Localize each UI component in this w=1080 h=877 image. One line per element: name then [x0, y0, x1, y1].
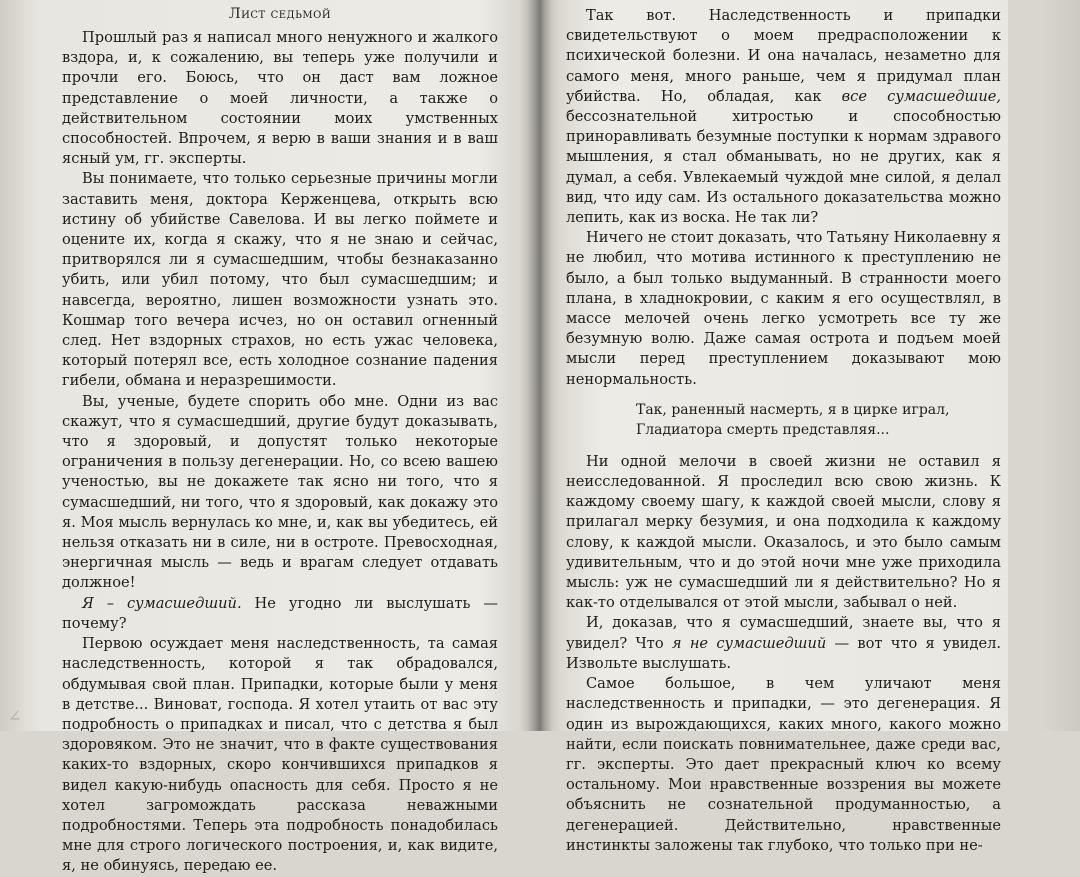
paragraph: [566, 613, 1001, 674]
paragraph: Ни одной мелочи в своей жизни не оставил я неисследованной. Я проследил всю свою жизнь. К каждому своему шагу, к каждой своей мысли, слову я прилагал мерку безумия, и она подходила к каждому слову, к каждой мысли. Оказалось, и это было самым удивительным, что и до этой ночи мне уже приходила мысль: уж не сумасшедший ли я действительно? Но я как-то отделывался от этой мысли, забывал о ней.: [566, 452, 1001, 612]
book-gutter: [520, 0, 560, 731]
paragraph: Вы, ученые, будете спорить обо мне. Одни из вас скажут, что я сумасшедший, другие будут доказывать, что я здоровый, и допустят только некоторые ограничения в пользу дегенерации. Но, со всею вашею ученостью, вы не докажете так ясно ни того, что я сумасшедший, ни того, что я здоровый, как докажу это я. Моя мысль вернулась ко мне, и, как вы убедитесь, ей нельзя отказать ни в силе, ни в остроте. Превосходная, энергичная мысль — ведь и врагам следует отдавать должное!: [62, 392, 498, 592]
right-page: [566, 6, 1002, 854]
paragraph: Самое большое, в чем уличают меня наследственность и припадки, — это дегенерация. Я один из вырождающихся, каких много, какого можно найти, если поискать повнимательнее, даже среди вас, гг. эксперты. Это дает прекрасный ключ ко всему остальному. Мои нравственные воззрения вы можете объяснить не сознательной продуманностью, а дегенерацией. Действительно, нравственные инстинкты заложены так глубоко, что только при не-: [566, 675, 1001, 854]
text-run: Так вот. Наследственность и припадки свидетельствуют о моем предрасположении к психической болезни. И она началась, незаметно для самого меня, много раньше, чем я придумал план убийства. Но, обладая, как: [566, 7, 1001, 105]
left-page: [62, 6, 498, 875]
text-run: И, доказав, что я сумасшедший, знаете вы, что я увидел? Что: [566, 614, 1001, 652]
text-run: бессознательной хитростью и способностью приноравливать безумные поступки к нормам здравого мышления, я стал обманывать, но не других, как я думал, а себя. Увлекаемый чуждой мне силой, я делал вид, что иду сам. Из остального доказательства можно лепить, как из воска. Не так ли?: [566, 108, 1001, 227]
paragraph: Вы понимаете, что только серьезные причины могли заставить меня, доктора Керженцева, открыть всю истину об убийстве Савелова. И вы легко поймете и оцените их, когда я скажу, что я не знаю и сейчас, притворялся ли я сумасшедшим, чтобы безнаказанно убить, или убил потому, что был сумасшедшим; и навсегда, вероятно, лишен возможности узнать это. Кошмар того вечера исчез, но он оставил огненный след. Нет вздорных страхов, но есть ужас человека, который потерял все, есть холодное сознание падения гибели, обмана и неразрешимости.: [62, 170, 498, 390]
verse-quote: [636, 400, 1001, 440]
italic-text: Я – сумасшедший.: [82, 594, 242, 612]
text-run: Не угодно ли выслушать — почему?: [62, 594, 498, 632]
paragraph: Ничего не стоит доказать, что Татьяну Николаевну я не любил, что мотива истинного к преступлению не было, а был только выдуманный. В странности моего плана, в хладнокровии, с каким я его осуществлял, в массе мелочей очень легко усмотреть все ту же безумную волю. Даже самая острота и подъем моей мысли перед преступлением доказывают мою ненормальность.: [566, 229, 1001, 388]
italic-text: все сумасшедшие,: [841, 87, 1001, 105]
page-corner-mark: ∠: [8, 706, 22, 725]
text-run: — вот что я увидел. Извольте выслушать.: [566, 634, 1002, 672]
paragraph: [62, 594, 498, 634]
running-head: Лист седьмой: [228, 6, 332, 22]
paragraph: [566, 6, 1001, 228]
bleed-through-left: [0, 0, 60, 731]
verse-line: Гладиатора смерть представляя...: [636, 421, 890, 438]
paragraph: Прошлый раз я написал много ненужного и жалкого вздора, и, к сожалению, вы теперь уже получили и прочли его. Боюсь, что он даст вам ложное представление о моей личности, а также о действительном состоянии моих умственных способностей. Впрочем, я верю в ваши знания и в ваш ясный ум, гг. эксперты.: [62, 29, 498, 168]
verse-line: Так, раненный насмерть, я в цирке играл,: [636, 401, 950, 418]
paragraph: Первою осуждает меня наследственность, та самая наследственность, которой я так обрадовался, обдумывая свой план. Припадки, которые были у меня в детстве... Виноват, господа. Я хотел утаить от вас эту подробность о припадках и писал, что с детства я был здоровяком. Это не значит, что в факте существования каких-то вздорных, скоро кончившихся припадков я видел какую-нибудь опасность для себя. Просто я не хотел загромождать рассказа неважными подробностями. Теперь эта подробность понадобилась мне для строго логического построения, и, как видите, я, не обинуясь, передаю ее.: [62, 635, 498, 875]
italic-text: я не сумасшедший: [671, 634, 827, 652]
next-page-edge: [1008, 0, 1080, 731]
